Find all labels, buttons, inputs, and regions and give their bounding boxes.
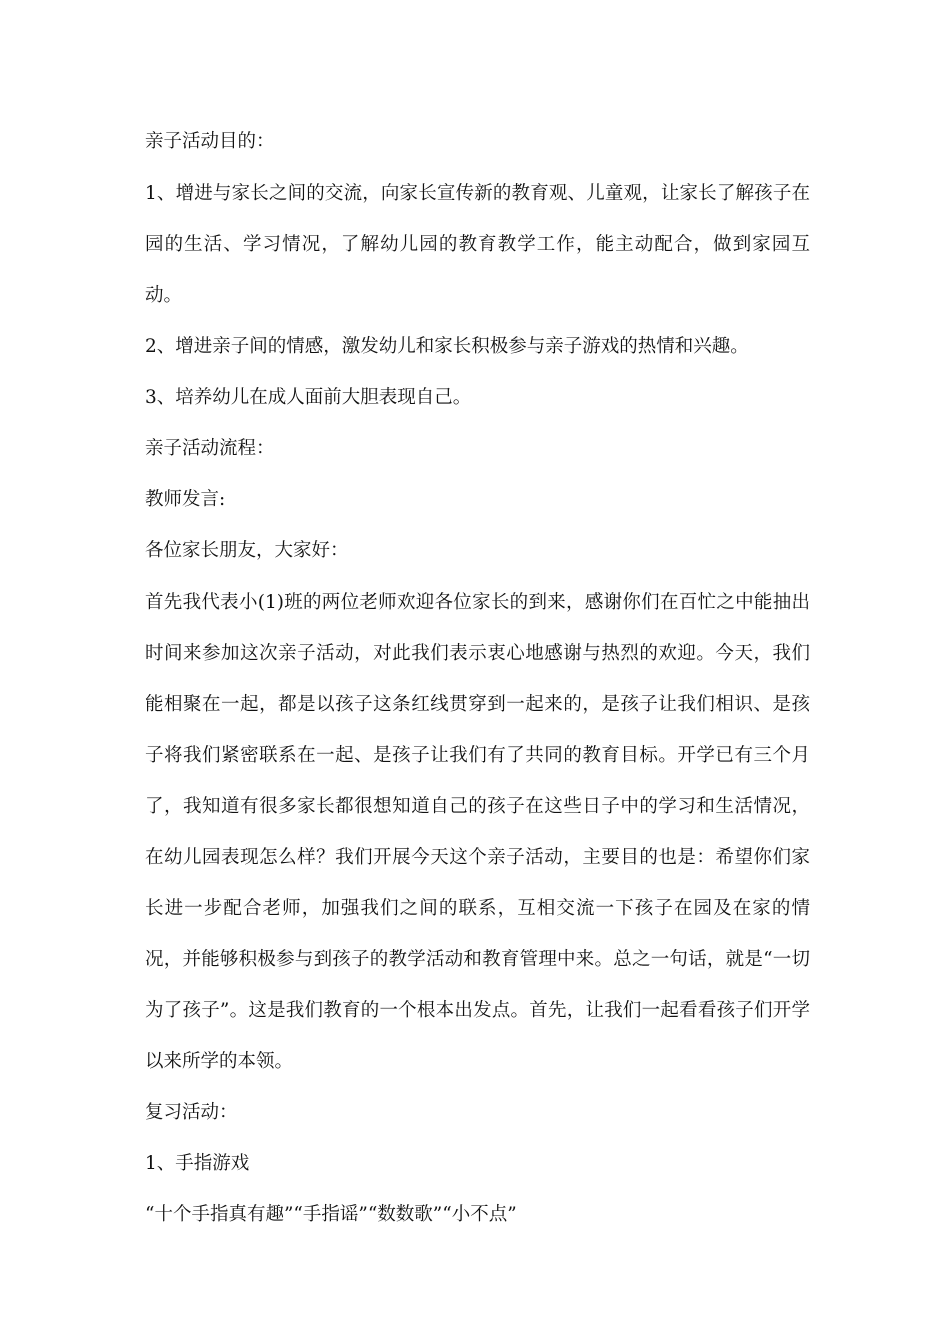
speech-paragraph: 首先我代表小(1)班的两位老师欢迎各位家长的到来，感谢你们在百忙之中能抽出时间来参加这次亲子活动，对此我们表示衷心地感谢与热烈的欢迎。今天，我们能相聚在一起，都是以孩子这条红线贯穿到一起来的，是孩子让我们相识、是孩子将我们紧密联系在一起、是孩子让我们有了共同的教育目标。开学已有三个月了，我知道有很多家长都很想知道自己的孩子在这些日子中的学习和生活情况，在幼儿园表现怎么样？我们开展今天这个亲子活动，主要目的也是：希望你们家长进一步配合老师，加强我们之间的联系，互相交流一下孩子在园及在家的情况，并能够积极参与到孩子的教学活动和教育管理中来。总之一句话，就是“一切为了孩子”。这是我们教育的一个根本出发点。首先，让我们一起看看孩子们开学以来所学的本领。 bbox=[145, 592, 810, 1072]
heading-teacher-speech: 教师发言: bbox=[145, 489, 226, 510]
heading-activity-goals: 亲子活动目的： bbox=[145, 131, 275, 152]
review-item-finger-games: 1、手指游戏 bbox=[145, 1153, 250, 1174]
goal-item-1: 1、增进与家长之间的交流，向家长宣传新的教育观、儿童观，让家长了解孩子在园的生活、学习情况，了解幼儿园的教育教学工作，能主动配合，做到家园互动。 bbox=[145, 183, 810, 306]
goal-item-3: 3、培养幼儿在成人面前大胆表现自己。 bbox=[145, 387, 472, 408]
goal-item-2: 2、增进亲子间的情感，激发幼儿和家长积极参与亲子游戏的热情和兴趣。 bbox=[145, 336, 749, 357]
heading-review-activities: 复习活动： bbox=[145, 1102, 238, 1123]
heading-activity-process: 亲子活动流程： bbox=[145, 438, 275, 459]
document-body bbox=[145, 126, 810, 1231]
greeting-line: 各位家长朋友，大家好： bbox=[145, 540, 349, 561]
finger-game-titles: “十个手指真有趣”“手指谣”“数数歌”“小不点” bbox=[145, 1204, 517, 1225]
